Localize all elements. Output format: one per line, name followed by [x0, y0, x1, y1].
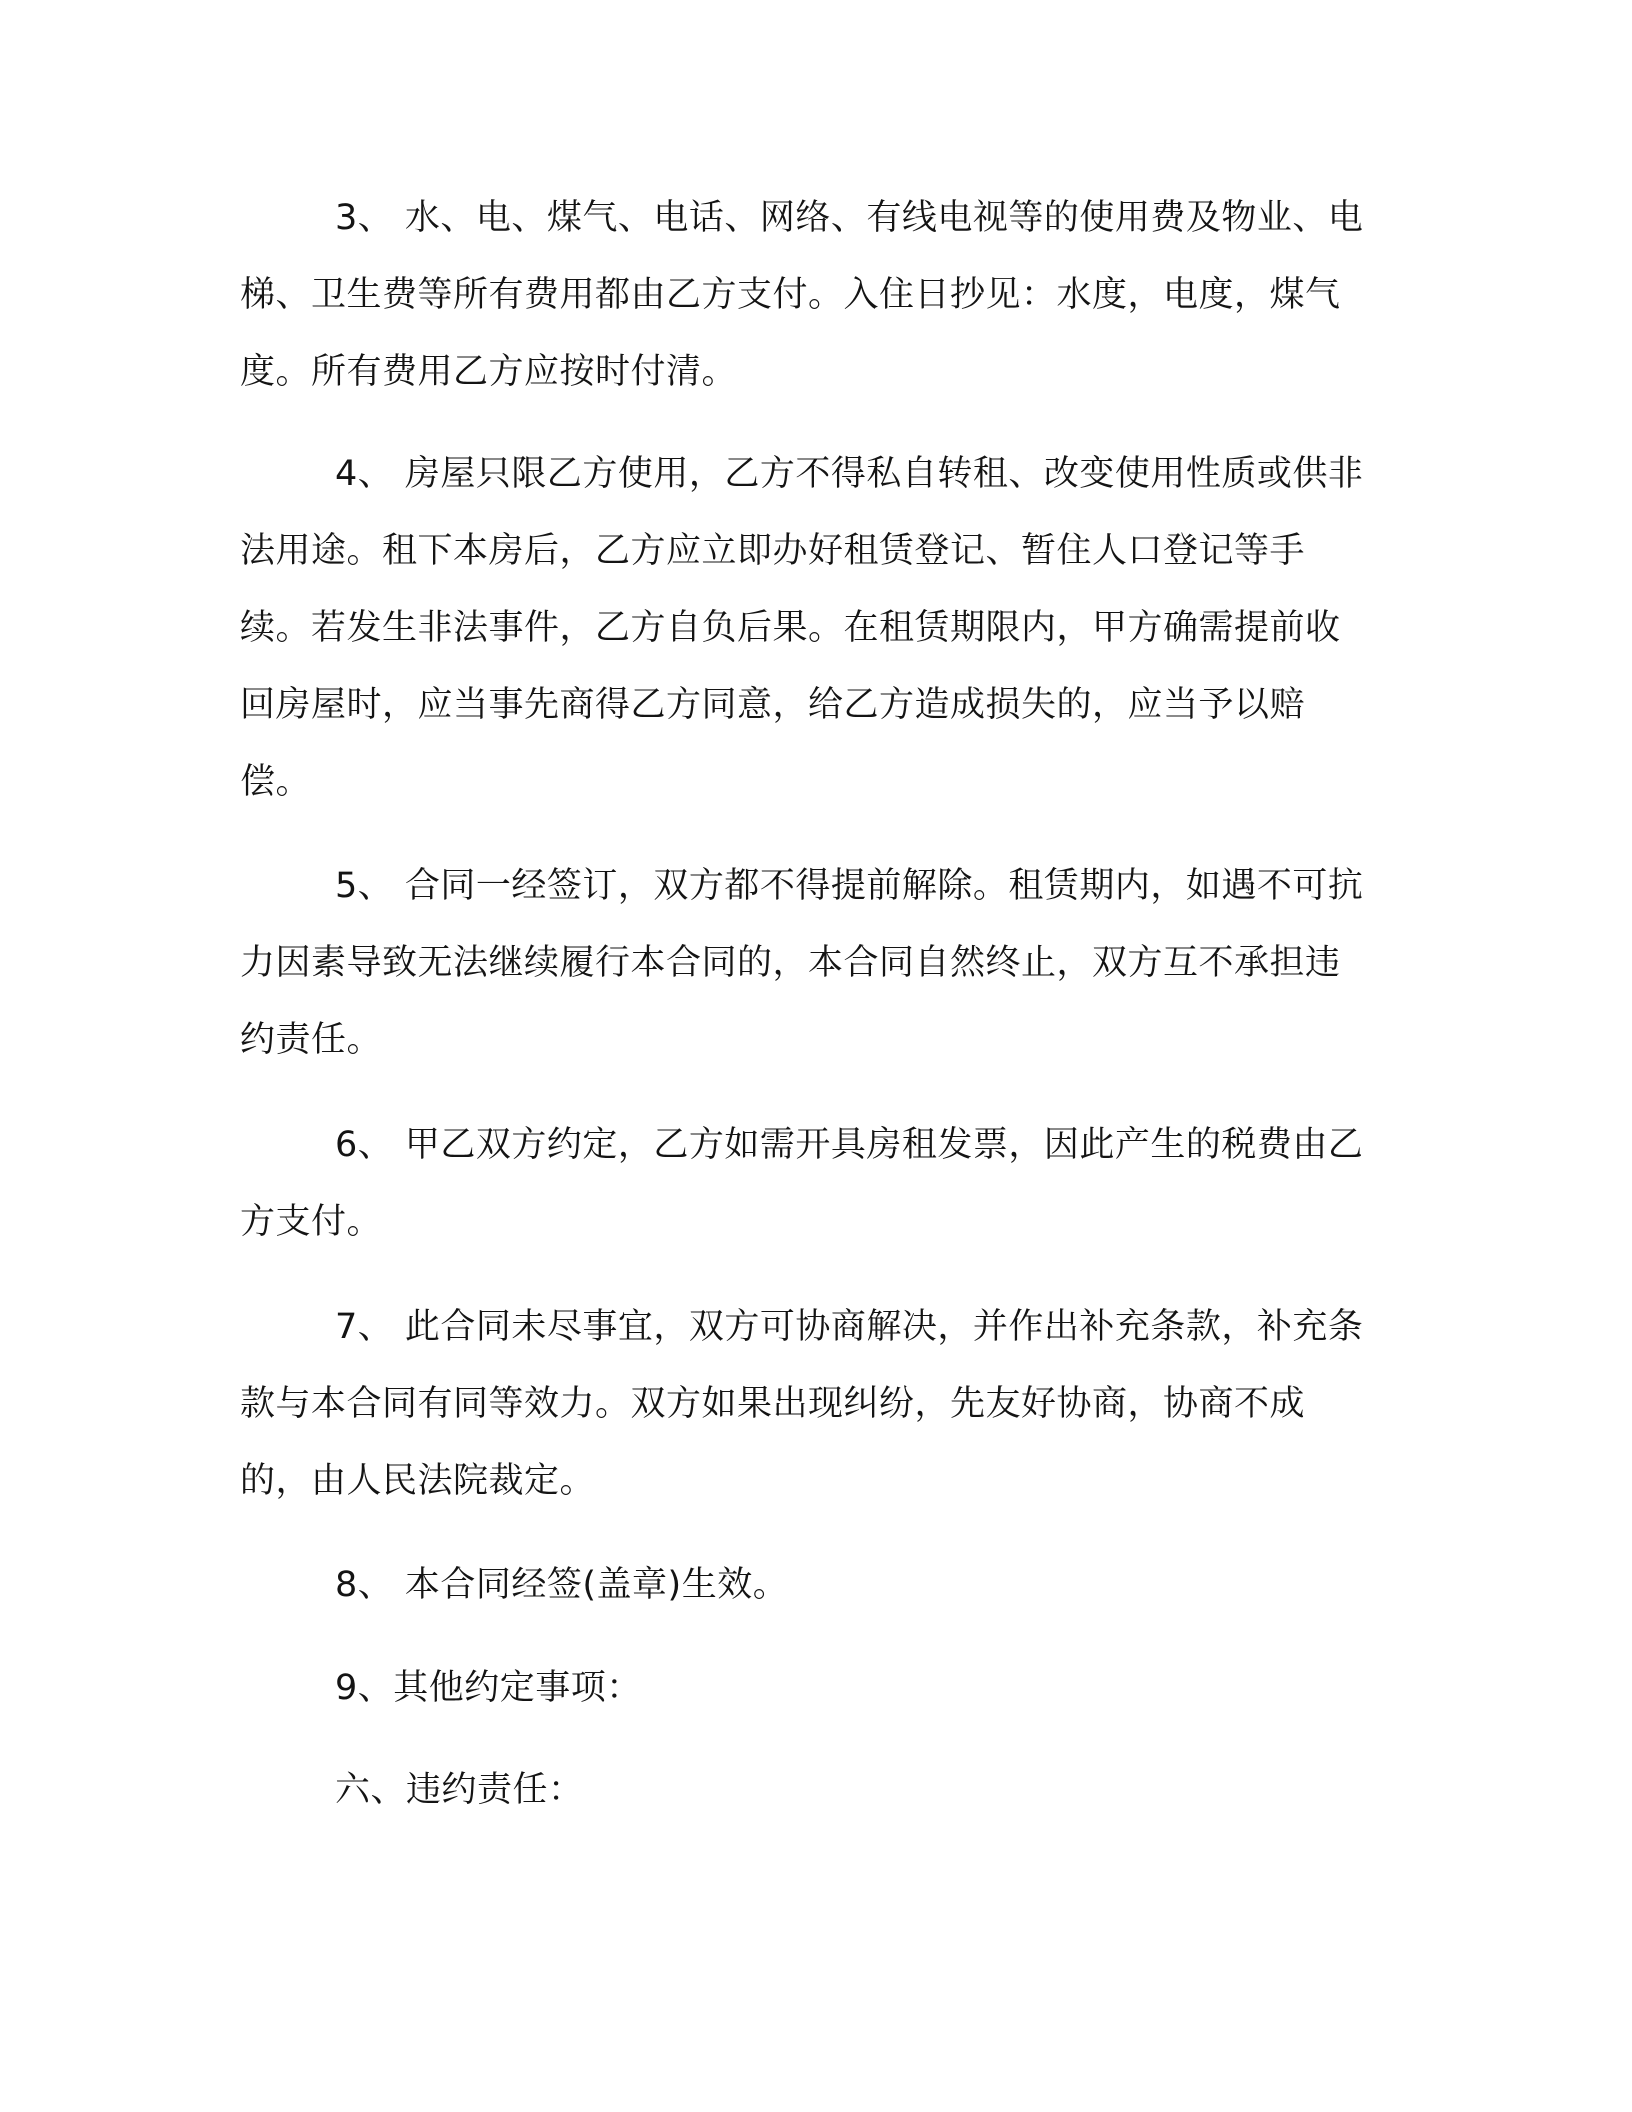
- clause-7-paragraph: 7、 此合同未尽事宜，双方可协商解决，并作出补充条款，补充条款与本合同有同等效力。双方如果出现纠纷，先友好协商，协商不成的，由人民法院裁定。: [240, 1307, 1364, 1501]
- clause-3-paragraph: 3、 水、电、煤气、电话、网络、有线电视等的使用费及物业、电梯、卫生费等所有费用都由乙方支付。入住日抄见：水度，电度，煤气度。所有费用乙方应按时付清。: [240, 198, 1364, 392]
- clause-5-paragraph: 5、 合同一经签订，双方都不得提前解除。租赁期内，如遇不可抗力因素导致无法继续履行本合同的，本合同自然终止，双方互不承担违约责任。: [240, 866, 1364, 1060]
- clause-9-paragraph: 9、其他约定事项：: [335, 1668, 642, 1708]
- section-6-heading: 六、违约责任：: [335, 1770, 584, 1810]
- clause-4-paragraph: 4、 房屋只限乙方使用，乙方不得私自转租、改变使用性质或供非法用途。租下本房后，乙方应立即办好租赁登记、暂住人口登记等手续。若发生非法事件，乙方自负后果。在租赁期限内，甲方确需提前收回房屋时，应当事先商得乙方同意，给乙方造成损失的，应当予以赔偿。: [240, 454, 1364, 802]
- clause-6-paragraph: 6、 甲乙双方约定，乙方如需开具房租发票，因此产生的税费由乙方支付。: [240, 1125, 1364, 1242]
- clause-8-paragraph: 8、 本合同经签(盖章)生效。: [335, 1565, 789, 1605]
